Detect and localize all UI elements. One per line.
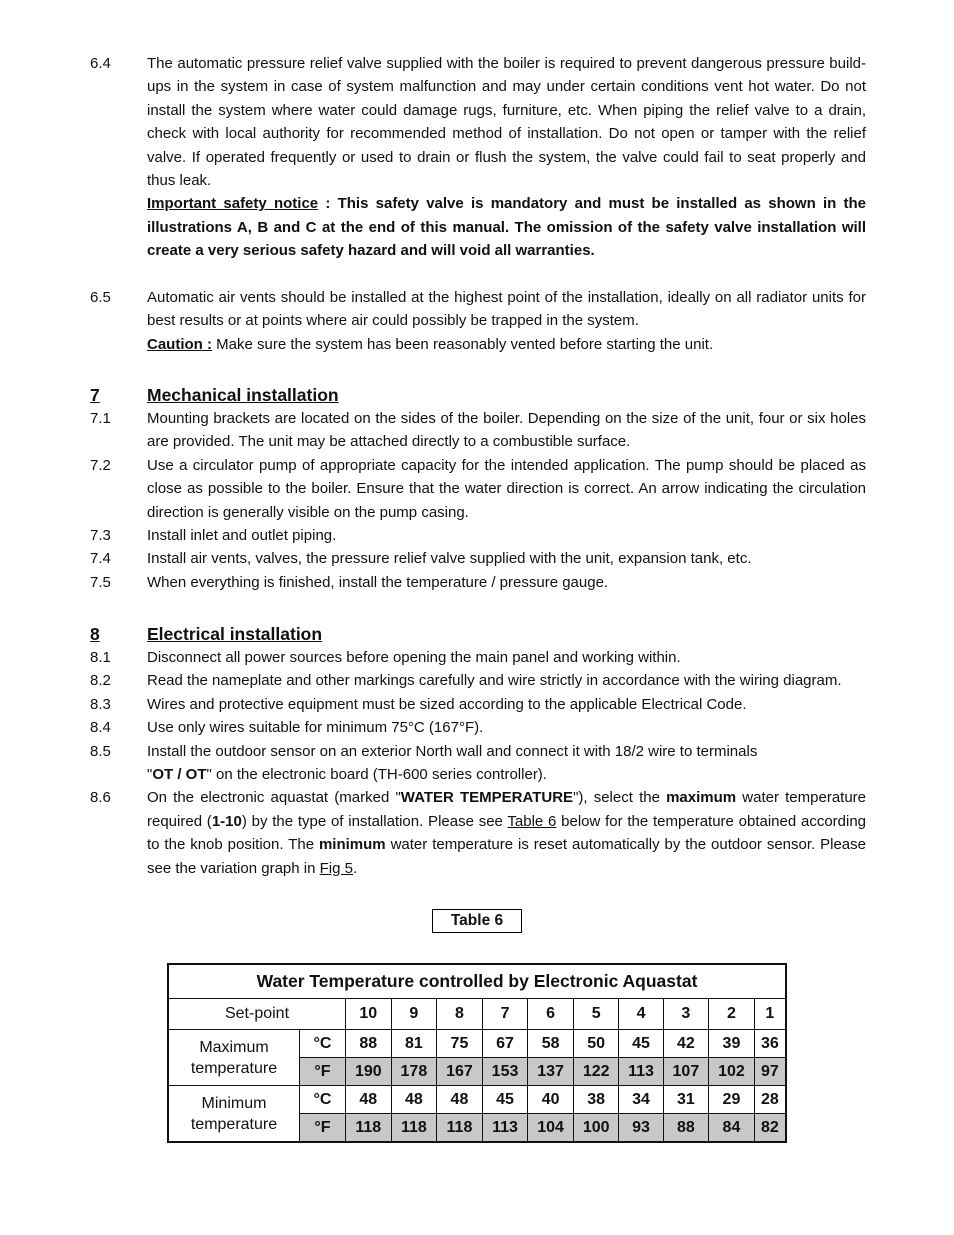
min-f-cell: 88 xyxy=(663,1114,709,1143)
min-c-cell: 28 xyxy=(754,1086,786,1114)
table-caption: Table 6 xyxy=(432,909,522,933)
min-c-cell: 34 xyxy=(619,1086,663,1114)
section-number: 8 xyxy=(90,624,100,644)
item-text: below for the temperature obtained according to the knob position. The xyxy=(147,812,867,854)
item-number: 8.6 xyxy=(90,789,111,807)
item-number: 7.3 xyxy=(90,527,111,545)
list-item xyxy=(90,547,866,570)
min-f-cell: 100 xyxy=(573,1114,619,1143)
item-text: Use a circulator pump of appropriate capacity for the intended application. The pump should be placed as close as possible to the boiler. Ensure that the water direction is correct. An arrow indicating the circulation direction is generally visible on the pump casing. xyxy=(147,456,866,521)
setpoint-cell: 1 xyxy=(754,999,786,1030)
min-c-cell: 48 xyxy=(437,1086,483,1114)
item-text: Install the outdoor sensor on an exterior North wall and connect it with 18/2 wire to terminals xyxy=(147,742,758,760)
min-temp-label: Minimum temperature xyxy=(168,1086,300,1143)
max-f-cell: 122 xyxy=(573,1058,619,1086)
max-c-cell: 58 xyxy=(528,1030,574,1058)
item-number: 7.5 xyxy=(90,573,111,591)
table-title: Water Temperature controlled by Electronic Aquastat xyxy=(168,964,786,999)
item-text: "), select the xyxy=(573,789,667,807)
list-item xyxy=(90,454,866,524)
max-c-cell: 36 xyxy=(754,1030,786,1058)
max-f-cell: 107 xyxy=(663,1058,709,1086)
list-item xyxy=(90,693,866,716)
terminal-label: OT / OT xyxy=(152,766,207,784)
section-title: Mechanical installation xyxy=(147,385,339,405)
section-7 xyxy=(90,383,866,594)
item-text: On the electronic aquastat (marked " xyxy=(147,789,401,807)
min-f-cell: 118 xyxy=(391,1114,437,1143)
max-c-cell: 75 xyxy=(437,1030,483,1058)
max-f-cell: 190 xyxy=(346,1058,392,1086)
maximum-word: maximum xyxy=(666,789,737,807)
max-f-cell: 102 xyxy=(709,1058,755,1086)
setpoint-cell: 9 xyxy=(391,999,437,1030)
item-text: Mounting brackets are located on the sides of the boiler. Depending on the size of the unit, four or six holes are provided. The unit may be attached directly to a combustible surface. xyxy=(147,410,866,451)
min-f-cell: 118 xyxy=(437,1114,483,1143)
max-f-cell: 97 xyxy=(754,1058,786,1086)
item-number: 8.2 xyxy=(90,672,111,690)
setpoint-cell: 8 xyxy=(437,999,483,1030)
item-text: ) by the type of installation. Please see xyxy=(241,812,508,830)
min-c-cell: 31 xyxy=(663,1086,709,1114)
list-item xyxy=(90,740,866,787)
item-number: 7.4 xyxy=(90,550,111,568)
period: . xyxy=(352,859,358,877)
item-text: Use only wires suitable for minimum 75°C (167°F). xyxy=(147,719,484,737)
item-text: When everything is finished, install the temperature / pressure gauge. xyxy=(147,573,609,591)
section-6-5 xyxy=(90,286,866,356)
item-number: 7.1 xyxy=(90,410,111,427)
safety-notice-text: : This safety valve is mandatory and must be installed as shown in the illustrations A, B and C at the end of this manual. The omission of the safety valve installation will create a very serious safety hazard and will void all warranties. xyxy=(147,195,867,260)
item-number: 8.1 xyxy=(90,649,111,666)
item-text: Install air vents, valves, the pressure relief valve supplied with the unit, expansion tank, etc. xyxy=(147,550,752,568)
setpoint-cell: 6 xyxy=(528,999,574,1030)
item-number: 8.3 xyxy=(90,695,111,713)
item-text: water temperature is reset automatically by the outdoor sensor. Please see the variation graph in xyxy=(147,836,866,877)
max-f-cell: 113 xyxy=(619,1058,663,1086)
item-text: Install inlet and outlet piping. xyxy=(147,527,337,545)
list-item xyxy=(90,407,866,454)
list-item xyxy=(90,669,866,692)
item-text: Wires and protective equipment must be sized according to the applicable Electrical Code. xyxy=(147,695,747,713)
unit-f: °F xyxy=(300,1058,346,1086)
item-number: 8.5 xyxy=(90,742,111,760)
unit-c: °C xyxy=(300,1030,346,1058)
max-c-cell: 88 xyxy=(346,1030,392,1058)
min-c-cell: 45 xyxy=(482,1086,528,1114)
caution-text: Make sure the system has been reasonably vented before starting the unit. xyxy=(212,335,714,353)
section-title: Electrical installation xyxy=(147,624,323,644)
setpoint-label: Set-point xyxy=(168,999,346,1030)
fig-5-link[interactable]: Fig 5 xyxy=(319,859,353,877)
list-item xyxy=(90,716,866,739)
item-number: 6.4 xyxy=(90,55,111,72)
max-c-cell: 42 xyxy=(663,1030,709,1058)
caution-label: Caution : xyxy=(147,335,212,353)
max-f-cell: 153 xyxy=(482,1058,528,1086)
item-number: 7.2 xyxy=(90,456,111,474)
table-6-link[interactable]: Table 6 xyxy=(507,812,557,830)
item-text: Disconnect all power sources before opening the main panel and working within. xyxy=(147,649,681,666)
list-item xyxy=(90,646,866,669)
max-f-cell: 178 xyxy=(391,1058,437,1086)
min-f-cell: 93 xyxy=(619,1114,663,1143)
max-c-cell: 81 xyxy=(391,1030,437,1058)
section-number: 7 xyxy=(90,385,100,405)
item-text: Read the nameplate and other markings carefully and wire strictly in accordance with the wiring diagram. xyxy=(147,672,842,690)
item-text: " on the electronic board (TH-600 series controller). xyxy=(206,766,547,784)
setpoint-cell: 10 xyxy=(346,999,392,1030)
max-f-cell: 167 xyxy=(437,1058,483,1086)
min-f-cell: 113 xyxy=(482,1114,528,1143)
max-f-cell: 137 xyxy=(528,1058,574,1086)
max-c-cell: 67 xyxy=(482,1030,528,1058)
setpoint-cell: 4 xyxy=(619,999,663,1030)
min-f-cell: 104 xyxy=(528,1114,574,1143)
min-f-cell: 82 xyxy=(754,1114,786,1143)
list-item xyxy=(90,571,866,594)
setpoint-cell: 7 xyxy=(482,999,528,1030)
min-c-cell: 29 xyxy=(709,1086,755,1114)
max-temp-label: Maximum temperature xyxy=(168,1030,300,1086)
min-c-cell: 40 xyxy=(528,1086,574,1114)
list-item xyxy=(90,524,866,547)
unit-c: °C xyxy=(300,1086,346,1114)
quote: " xyxy=(147,766,153,784)
item-number: 8.4 xyxy=(90,719,111,737)
item-number: 6.5 xyxy=(90,289,111,306)
section-8 xyxy=(90,622,866,880)
min-f-cell: 118 xyxy=(346,1114,392,1143)
list-item xyxy=(90,786,866,880)
minimum-word: minimum xyxy=(318,836,386,854)
range-text: 1-10 xyxy=(211,812,242,830)
max-c-cell: 50 xyxy=(573,1030,619,1058)
setpoint-cell: 3 xyxy=(663,999,709,1030)
aquastat-label: WATER TEMPERATURE xyxy=(400,789,574,807)
air-vents-text: Automatic air vents should be installed at the highest point of the installation, ideally on all radiator units for best results or at points where air could possibly be trapped in the system. xyxy=(147,289,866,330)
setpoint-cell: 2 xyxy=(709,999,755,1030)
water-temperature-table xyxy=(167,963,787,1143)
min-c-cell: 48 xyxy=(391,1086,437,1114)
max-c-cell: 39 xyxy=(709,1030,755,1058)
safety-notice-label: Important safety notice xyxy=(147,195,319,213)
relief-valve-text: The automatic pressure relief valve supplied with the boiler is required to prevent dangerous pressure build-ups in the system in case of system malfunction and may under certain conditions vent hot water. Do not install the system where water could damage rugs, furniture, etc. When piping the relief valve to a drain, check with local authority for recommended method of installation. Do not open or tamper with the relief valve. If operated frequently or used to drain or flush the system, the valve could fail to seat properly and thus leak. xyxy=(147,55,866,190)
max-c-cell: 45 xyxy=(619,1030,663,1058)
min-c-cell: 38 xyxy=(573,1086,619,1114)
min-c-cell: 48 xyxy=(346,1086,392,1114)
section-6-4 xyxy=(90,52,866,263)
item-text: water temperature required ( xyxy=(147,789,867,830)
min-f-cell: 84 xyxy=(709,1114,755,1143)
setpoint-cell: 5 xyxy=(573,999,619,1030)
unit-f: °F xyxy=(300,1114,346,1143)
